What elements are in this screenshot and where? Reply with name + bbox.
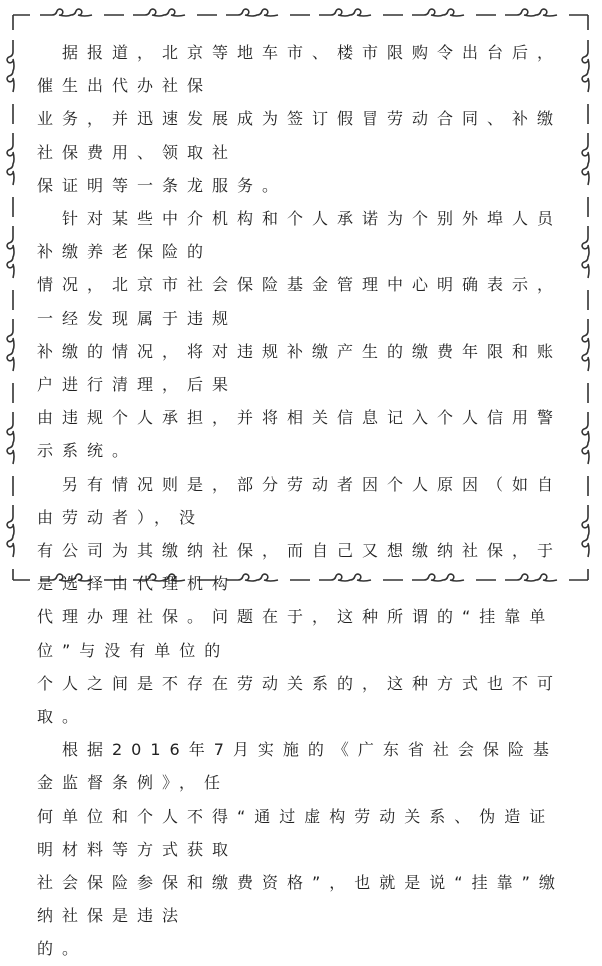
article-body [37,36,567,966]
text-line: 业务，并迅速发展成为签订假冒劳动合同、补缴社保费用、领取社 [37,109,563,162]
paragraph [37,468,567,734]
text-line: 社会保险参保和缴费资格”，也就是说“挂靠”缴纳社保是违法 [37,873,564,926]
text-line: 有公司为其缴纳社保，而自己又想缴纳社保，于是选择由代理机构 [37,541,563,594]
text-line: 代理办理社保。问题在于，这种所谓的“挂靠单位”与没有单位的 [37,607,555,660]
text-line: 据报道，北京等地车市、楼市限购令出台后，催生出代办社保 [37,43,563,96]
text-line: 情况，北京市社会保险基金管理中心明确表示，一经发现属于违规 [37,275,563,328]
text-line: 的。 [37,939,88,959]
text-line: 保证明等一条龙服务。 [37,175,288,195]
text-line: 由违规个人承担，并将相关信息记入个人信用警示系统。 [37,408,563,461]
text-line: 补缴的情况，将对违规补缴产生的缴费年限和账户进行清理，后果 [37,341,563,395]
text-line: 另有情况则是，部分劳动者因个人原因（如自由劳动者），没 [37,474,563,527]
text-line: 针对某些中介机构和个人承诺为个别外埠人员补缴养老保险的 [37,209,563,262]
paragraph [37,202,567,468]
text-line: 个人之间是不存在劳动关系的，这种方式也不可取。 [37,673,563,727]
paragraph [37,733,567,965]
text-line: 何单位和个人不得“通过虚构劳动关系、伪造证明材料等方式获取 [37,806,555,859]
paragraph [37,36,567,202]
text-line: 根据2016年7月实施的《广东省社会保险基金监督条例》，任 [37,740,558,793]
